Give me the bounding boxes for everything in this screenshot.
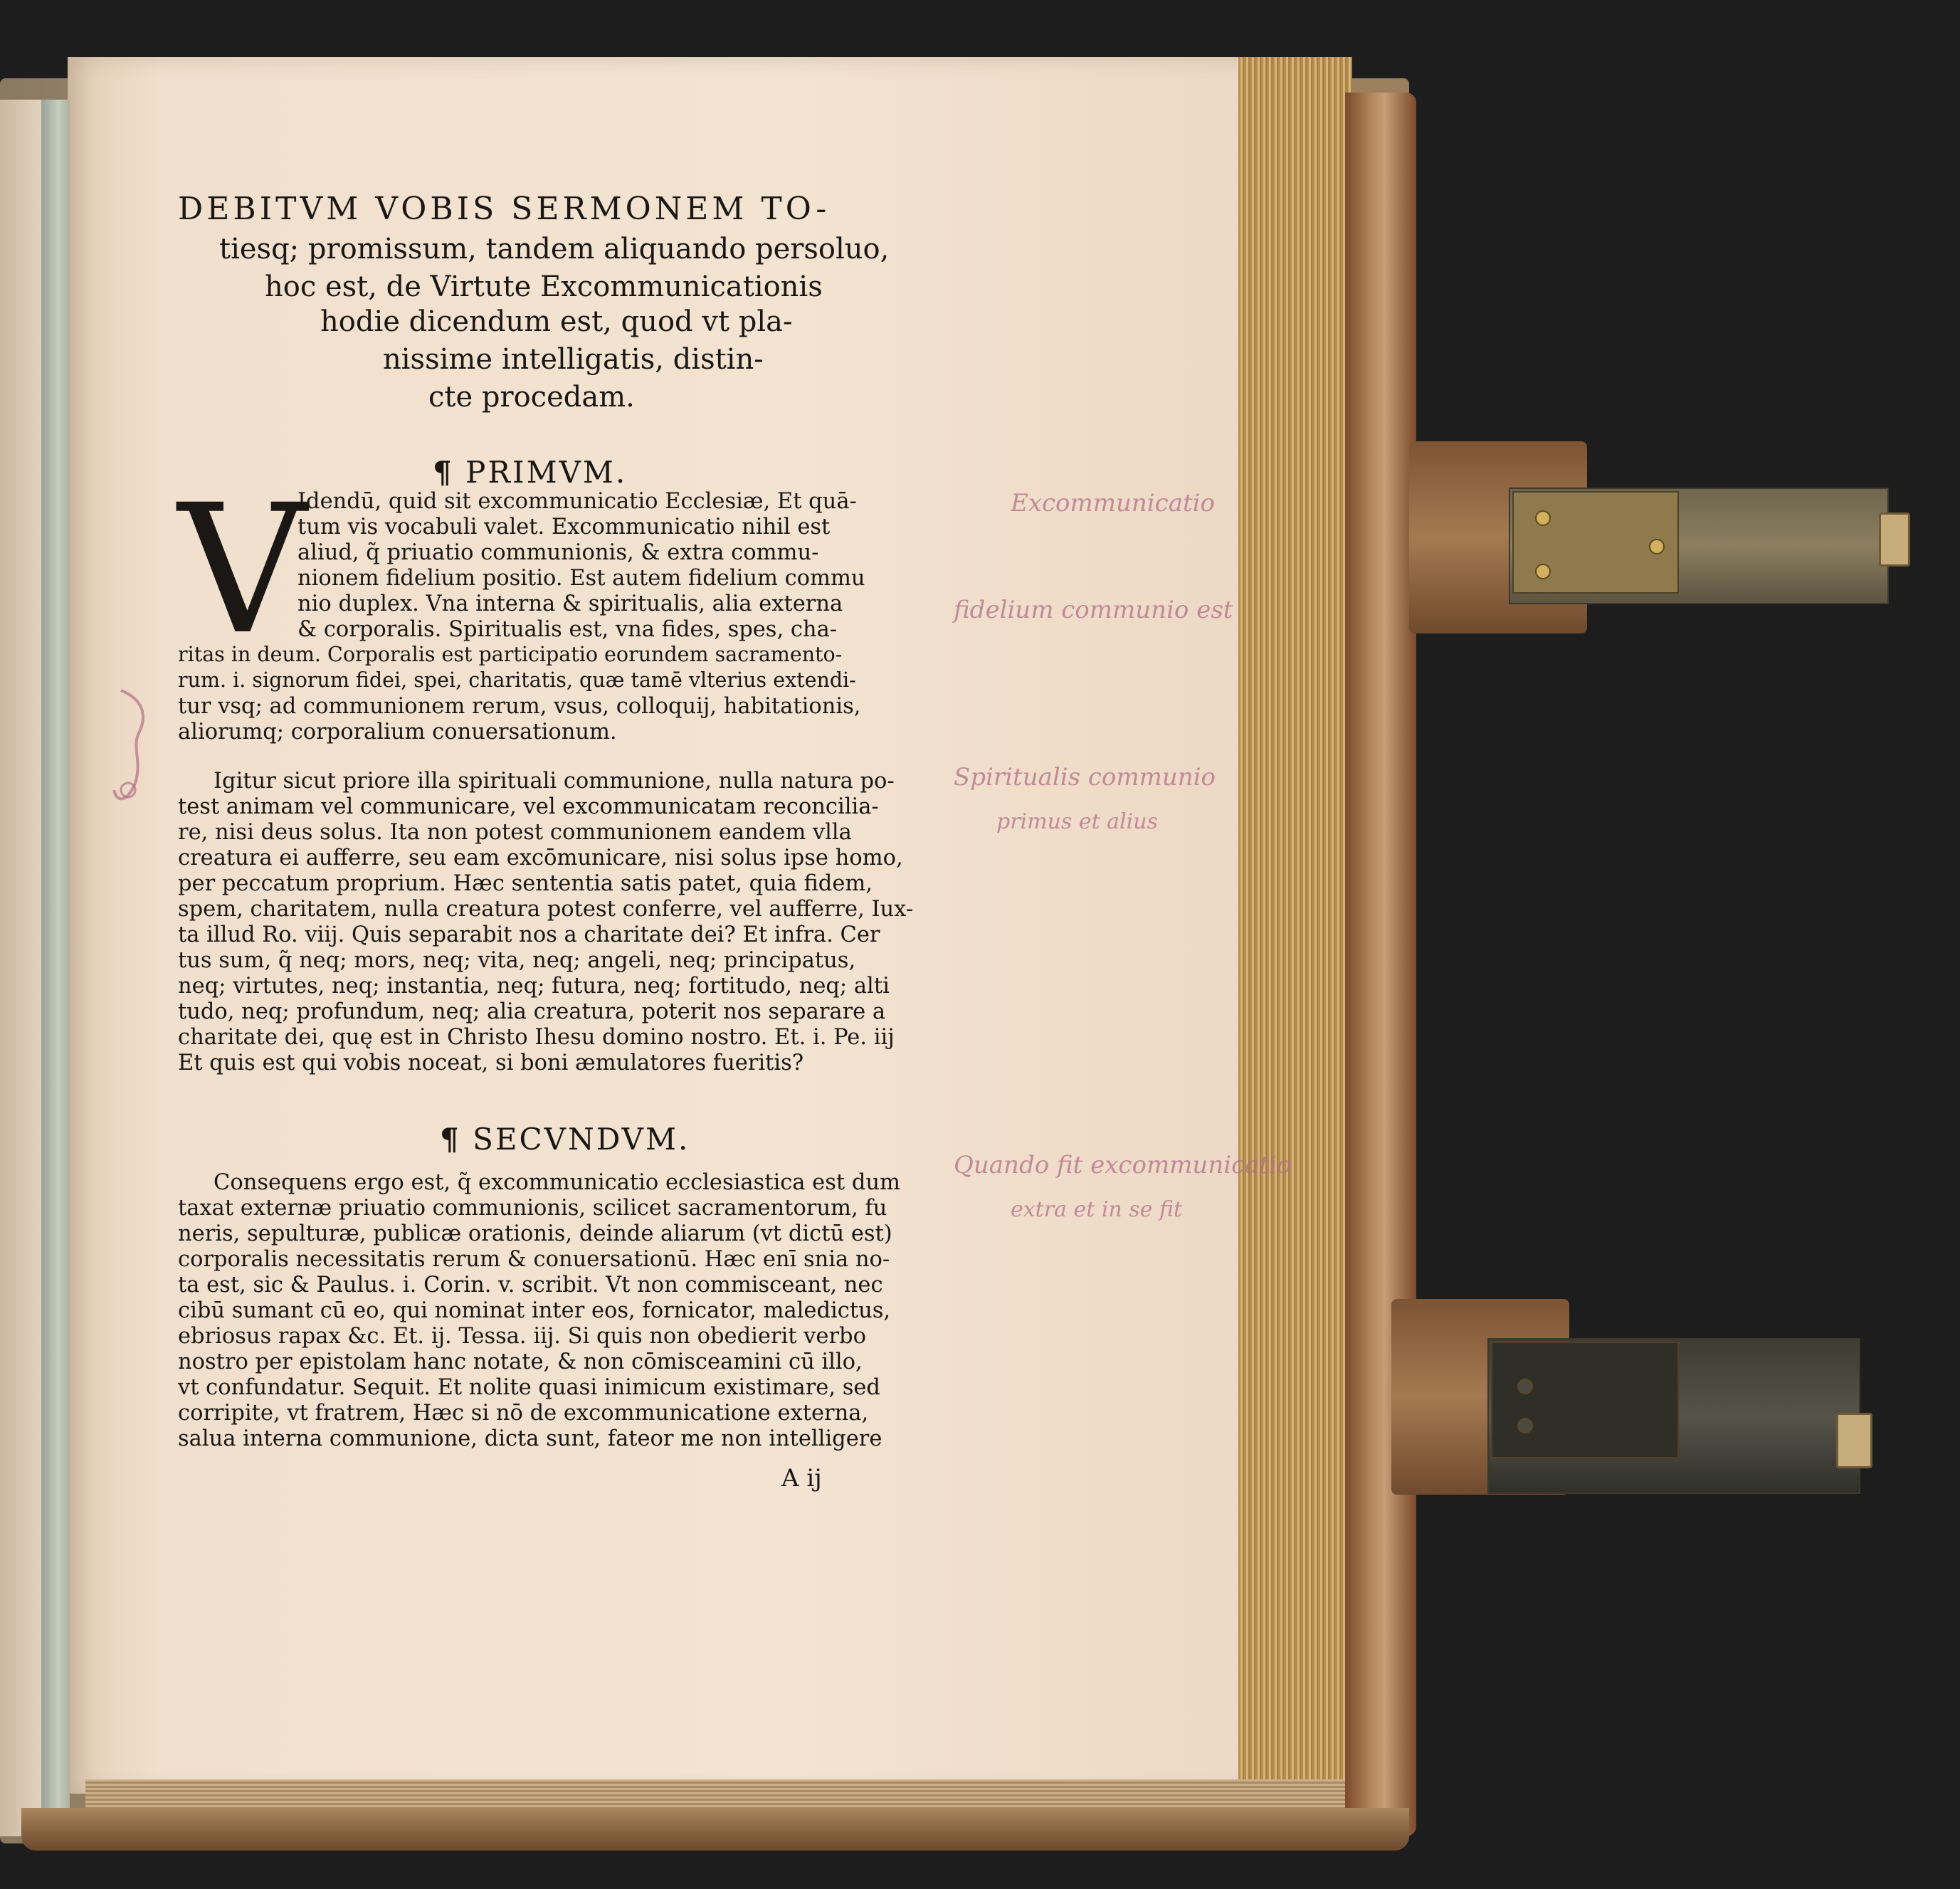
text-line: spem, charitatem, nulla creatura potest conferre, vel aufferre, Iux-: [178, 897, 914, 922]
text-line: Idendū, quid sit excommunicatio Ecclesiæ, Et quā-: [297, 489, 857, 514]
text-line: salua interna communione, dicta sunt, fateor me non intelligere: [178, 1426, 882, 1451]
cover-bottom-edge: [21, 1808, 1409, 1851]
rivet-icon: [1649, 539, 1665, 554]
drop-cap: V: [178, 466, 307, 673]
text-line: nionem fidelium positio. Est autem fidelium commu: [297, 566, 865, 591]
rivet-icon: [1517, 1418, 1533, 1433]
text-line: creatura ei aufferre, seu eam excōmunicare, nisi solus ipse homo,: [178, 846, 903, 870]
marginal-note: fidelium communio est: [954, 596, 1233, 624]
page-block-edge: [1238, 57, 1352, 1794]
text-line: tus sum, q̃ neq; mors, neq; vita, neq; angeli, neq; principatus,: [178, 948, 856, 973]
rivet-icon: [1535, 564, 1551, 579]
gutter: [41, 100, 70, 1822]
text-line: ta est, sic & Paulus. i. Corin. v. scribit. Vt non commisceant, nec: [178, 1273, 883, 1298]
pilcrow-icon: ¶: [440, 1122, 461, 1157]
title-line-5: nissime intelligatis, distin-: [383, 343, 764, 376]
text-line: ebriosus rapax &c. Et. ij. Tessa. iij. Si quis non obedierit verbo: [178, 1324, 866, 1349]
text-line: Consequens ergo est, q̃ excommunicatio ecclesiastica est dum: [214, 1170, 900, 1195]
text-line: vt confundatur. Sequit. Et nolite quasi inimicum existimare, sed: [178, 1375, 880, 1400]
marginal-note: primus et alius: [996, 809, 1158, 834]
text-line: tur vsq; ad communionem rerum, vsus, colloquij, habitationis,: [178, 694, 861, 719]
text-line: cibū sumant cū eo, qui nominat inter eos, fornicator, maledictus,: [178, 1298, 891, 1323]
text-line: rum. i. signorum fidei, spei, charitatis, quæ tamē vlterius extendi-: [178, 668, 856, 692]
title-line-2: tiesq; promissum, tandem aliquando persoluo,: [219, 233, 890, 265]
text-line: ta illud Ro. viij. Quis separabit nos a charitate dei? Et infra. Cer: [178, 922, 880, 947]
pilcrow-icon: ¶: [433, 455, 454, 490]
text-line: test animam vel communicare, vel excommunicatam reconcilia-: [178, 794, 879, 819]
title-line-1: DEBITVM VOBIS SERMONEM TO-: [178, 191, 831, 227]
text-line: ritas in deum. Corporalis est participatio eorundem sacramento-: [178, 643, 843, 666]
heading-text: SECVNDVM.: [473, 1122, 690, 1157]
lower-clasp-plate: [1491, 1342, 1679, 1458]
text-line: neq; virtutes, neq; instantia, neq; futura, neq; fortitudo, neq; alti: [178, 974, 890, 999]
text-line: per peccatum proprium. Hæc sententia satis patet, quia fidem,: [178, 871, 873, 896]
section-heading-secvndvm: [440, 1122, 690, 1157]
upper-clasp-hook[interactable]: [1879, 512, 1910, 567]
signature-mark: A ij: [781, 1464, 822, 1493]
text-line: taxat externæ priuatio communionis, scilicet sacramentorum, fu: [178, 1196, 887, 1221]
text-line: neris, sepulturæ, publicæ orationis, deinde aliarum (vt dictū est): [178, 1221, 892, 1246]
text-line: Igitur sicut priore illa spirituali communione, nulla natura po-: [214, 769, 895, 794]
text-line: tum vis vocabuli valet. Excommunicatio nihil est: [297, 515, 831, 540]
text-line: corporalis necessitatis rerum & conuersationū. Hæc enī snia no-: [178, 1247, 890, 1272]
text-line: tudo, neq; profundum, neq; alia creatura, poterit nos separare a: [178, 999, 886, 1024]
text-line: re, nisi deus solus. Ita non potest communionem eandem vlla: [178, 820, 852, 845]
manicule-icon: [100, 683, 171, 811]
title-line-4: hodie dicendum est, quod vt pla-: [320, 305, 793, 338]
text-line: aliorumq; corporalium conuersationum.: [178, 720, 617, 744]
text-line: charitate dei, quę est in Christo Ihesu domino nostro. Et. i. Pe. iij: [178, 1025, 895, 1050]
text-line: corripite, vt fratrem, Hæc si nō de excommunicatione externa,: [178, 1401, 869, 1426]
text-line: & corporalis. Spiritualis est, vna fides, spes, cha-: [297, 617, 838, 642]
text-line: nostro per epistolam hanc notate, & non cōmisceamini cū illo,: [178, 1349, 863, 1374]
rivet-icon: [1535, 510, 1551, 526]
section-heading-primvm: [433, 455, 628, 490]
marginal-note: Excommunicatio: [1011, 489, 1215, 517]
title-line-6: cte procedam.: [428, 381, 635, 414]
title-line-3: hoc est, de Virtute Excommunicationis: [265, 270, 823, 303]
upper-clasp-plate: [1512, 491, 1679, 594]
heading-text: PRIMVM.: [465, 455, 628, 490]
text-line: Et quis est qui vobis noceat, si boni æmulatores fueritis?: [178, 1051, 804, 1075]
front-cover-edge: [1345, 93, 1416, 1836]
text-line: nio duplex. Vna interna & spiritualis, alia externa: [297, 591, 843, 616]
lower-clasp-hook[interactable]: [1836, 1413, 1872, 1468]
marginal-note: Quando fit excommunicatio: [954, 1151, 1292, 1179]
rivet-icon: [1517, 1379, 1533, 1394]
marginal-note: extra et in se fit: [1011, 1197, 1183, 1222]
marginal-note: Spiritualis communio: [954, 763, 1216, 791]
text-line: aliud, q̃ priuatio communionis, & extra commu-: [297, 540, 819, 565]
